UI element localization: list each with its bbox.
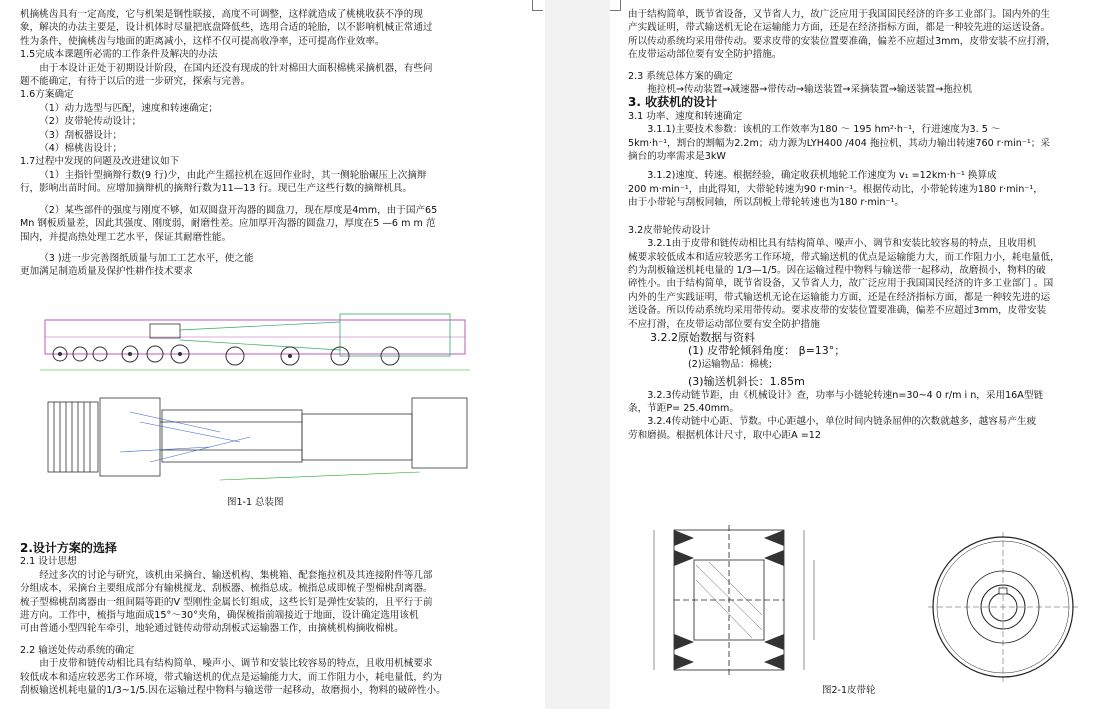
section-2-1-title: 2.1 设计思想 (20, 556, 77, 568)
s21-line: 进方向。工作中，梳指与地面成15°～30°夹角，确保梳指前端接近于地面，设计确定选用该机 (20, 610, 419, 622)
spacer (628, 210, 1086, 224)
pulley-section-drawing (634, 520, 834, 680)
s322-item: (3)输送机斜长：1.85m (688, 375, 805, 389)
assembly-plan-view-drawing (40, 392, 480, 487)
s312-line: 200 m·min⁻¹，由此得知，大带轮转速为90 r·min⁻¹。根据传动比，小带轮转速为180 r·min⁻¹， (628, 183, 1043, 195)
s323-line: 条，节距P= 25.40mm。 (628, 402, 739, 414)
top-line: 在皮带运动部位要有安全防护措施。 (628, 49, 782, 61)
left-text-block-top (20, 8, 530, 279)
top-line: 产实践证明，带式输送机无论在运输能力方面，还是在经济指标方面，都是一种较先进的运送设备。 (628, 22, 1051, 34)
top-line: 所以传动系统均采用带传动。要求皮带的安装位置要准确，偏差不应超过3mm，皮带安装不应打滑， (628, 35, 1056, 47)
spacer (20, 244, 530, 252)
s15-line: 题不能确定，有待于以后的进一步研究，探索与完善。 (20, 76, 251, 88)
s21-line: 分组成本，采摘台主要组成部分有输桃搅龙、刮板器、梳指总成。梳指总成即梳子型棉桃刮离器。 (20, 583, 433, 595)
intro-line: 性为条件，使摘桃齿与地面的距离减小，这样不仅可提高收净率，还可提高作业效率。 (20, 35, 385, 47)
figure-2-1-caption: 图2-1皮带轮 (822, 685, 876, 696)
s321-line: 3.2.1由于皮带和链传动相比具有结构简单、噪声小、调节和安装比较容易的特点，且收用机 (647, 238, 1037, 250)
left-page (0, 0, 545, 709)
page-gutter (545, 0, 610, 709)
section-1-6-title: 1.6方案确定 (20, 89, 74, 101)
section-3-2-2-title: 3.2.2原始数据与资料 (650, 330, 755, 344)
page-corner-mark (610, 0, 621, 11)
s321-line: 不应打滑，在皮带运动部位要有安全防护措施 (628, 318, 820, 330)
s311-line: 摘台的功率需求是3kW (628, 151, 726, 163)
s322-item: (2)运输物品：棉桃; (688, 358, 772, 370)
s22-line: 由于皮带和链传动相比具有结构简单、噪声小、调节和安装比较容易的特点，且收用机械要求 (39, 658, 433, 670)
spacer (20, 196, 530, 204)
s322-item: (1) 皮带轮倾斜角度： β=13°； (688, 344, 846, 358)
s324-line: 劳和磨损。根据机体计尺寸，取中心距A =12 (628, 429, 821, 441)
s21-line: 梳子型棉桃刮离器由一组间隔等距的V 型刚性金属长钉组成，这些长钉是弹性安装的，且平行于前 (20, 596, 433, 608)
intro-line: 象，解决的办法主要是，设计机体时尽量把底盘降低些，选用合适的轮胎，以不影响机械正常通过 (20, 22, 433, 34)
s17-p2-line: 围内，并提高热处理工艺水平，保证其耐磨性能。 (20, 231, 232, 243)
assembly-side-view-drawing (40, 310, 480, 385)
s15-line: 由于本设计正处于初期设计阶段，在国内还没有现成的针对棉田大面积棉桃采摘机器，有些问 (39, 62, 433, 74)
spacer (20, 636, 530, 644)
s17-p1-line: 行，影响出苗时间。应增加摘辩机的摘辩行数为11—13 行。现已生产这些行数的摘辩机具。 (20, 183, 413, 195)
s16-item: （1）动力选型与匹配，速度和转速确定； (39, 102, 218, 114)
s321-line: 送设备。所以传动系统均采用带传动。要求皮带的安装位置要准确，偏差不应超过3mm，皮带安装 (628, 305, 1047, 317)
s321-line: 约为刮板输送机耗电量的 1/3—1/5。因在运输过程中物料与输送带一起移动，故磨损小，物料的破 (628, 264, 1046, 276)
chapter-2-title: 2.设计方案的选择 (20, 541, 117, 555)
s16-item: （4）棉桃齿设计； (39, 143, 123, 155)
chapter-3-title: 3. 收获机的设计 (628, 95, 718, 110)
s321-line: 内外的生产实践证明，带式输送机无论在运输能力方面，还是在经济指标方面，都是一种较先进的运 (628, 291, 1051, 303)
s16-item: （2）皮带轮传动设计； (39, 116, 142, 128)
s324-line: 3.2.4传动链中心距、节数。中心距越小，单位时间内链条屈伸的次数就越多，越容易产生疲 (647, 416, 1037, 428)
section-2-2-title: 2.2 输送处传动系统的确定 (20, 644, 135, 656)
s321-line: 碎性小。由于结构简单，既节省设备，又节省人力，故广泛应用于我国国民经济的许多工业部门 。国 (628, 278, 1054, 290)
s17-p1-line: （1）主指针型摘辩行数(9 行)少，由此产生摇拉机在返回作业时，其一侧轮胎碾压上次摘辩 (39, 169, 427, 181)
left-text-block-bottom (20, 542, 530, 697)
s17-p2-line: Mn 钢板质量差，因此其强度、刚度弱，耐磨性差。应加厚开沟器的圆盘刀，厚度在5 —6 m m 范 (20, 218, 436, 230)
section-3-2-title: 3.2皮带轮传动设计 (628, 224, 711, 236)
intro-line: 机摘桃齿具有一定高度，它与机架是钢性联接，高度不可调整，这样就造成了桃桃收获不净的现 (20, 9, 423, 20)
section-1-5-title: 1.5完成本课题所必需的工作条件及解决的办法 (20, 49, 218, 61)
s17-p3-line: （3 )进一步完善图纸质量与加工工艺水平，使之能 (39, 252, 254, 264)
page-corner-mark (532, 0, 543, 11)
s21-line: 可由普通小型四轮车牵引，地轮通过链传动带动刮板式运输器工作，由摘桃机构摘收棉桃。 (20, 623, 404, 635)
s311-line: 3.1.1)主要技术参数：该机的工作效率为180 ～ 195 hm²·h⁻¹，行进速度为3. 5 ～ (647, 124, 1001, 136)
s321-line: 械要求较低成本和适应较恶劣工作环境，带式输送机的优点是运输能力大，而工作阻力小，耗电量低， (628, 251, 1060, 263)
section-1-7-title: 1.7过程中发现的问题及改进建议如下 (20, 156, 180, 168)
pulley-front-view-drawing (928, 532, 1078, 682)
top-line: 由于结构简单，既节省设备，又节省人力，故广泛应用于我国国民经济的许多工业部门。国内外的生 (628, 9, 1051, 20)
s22-line: 较低成本和适应较恶劣工作环境，带式输送机的优点是运输能力大，而工作阻力小，耗电量低，约为 (20, 671, 443, 683)
s16-item: （3）刮板器设计； (39, 129, 123, 141)
s323-line: 3.2.3传动链节距，由《机械设计》查，功率与小链轮转速n=30~4 0 r/m i n，采用16A型链 (647, 389, 1044, 401)
s312-line: 由于小带轮与刮板同轴，所以刮板上带轮转速也为180 r·min⁻¹。 (628, 197, 905, 209)
figure-1-1-caption: 图1-1 总装图 (227, 497, 284, 508)
spacer (628, 62, 1086, 70)
s21-line: 经过多次的讨论与研究，该机由采摘台、输送机构、集桃箱、配套拖拉机及其连接附件等几部 (39, 569, 433, 581)
s312-line: 3.1.2)速度、转速。根据经验，确定收获机地轮工作速度为 v₁ =12km·h⁻¹ 换算成 (647, 170, 997, 182)
right-page (610, 0, 1093, 709)
s22-line: 刮板输送机耗电量的1/3~1/5.因在运输过程中物料与输送带一起移动，故磨损小，物料的破碎性小。 (20, 685, 446, 697)
system-flow: 拖拉机→传动装置→减速器→带传动→输送装置→采摘装置→输送装置→拖拉机 (647, 84, 973, 96)
s311-line: 5km·h⁻¹，割台的割幅为2.2m；动力源为LYH400 /404 拖拉机，其动力输出转速760 r·min⁻¹；采 (628, 137, 1050, 149)
s17-p2-line: （2）某些部件的强度与刚度不够，如双圆盘开沟器的圆盘刀，现在厚度是4mm，由于国产65 (39, 204, 438, 216)
right-text-block (628, 8, 1086, 442)
section-3-1-title: 3.1 功率、速度和转速确定 (628, 110, 743, 122)
s17-p3-line: 更加满足制造质量及保护性耕作技术要求 (20, 266, 193, 278)
section-2-3-title: 2.3 系统总体方案的确定 (628, 70, 733, 82)
